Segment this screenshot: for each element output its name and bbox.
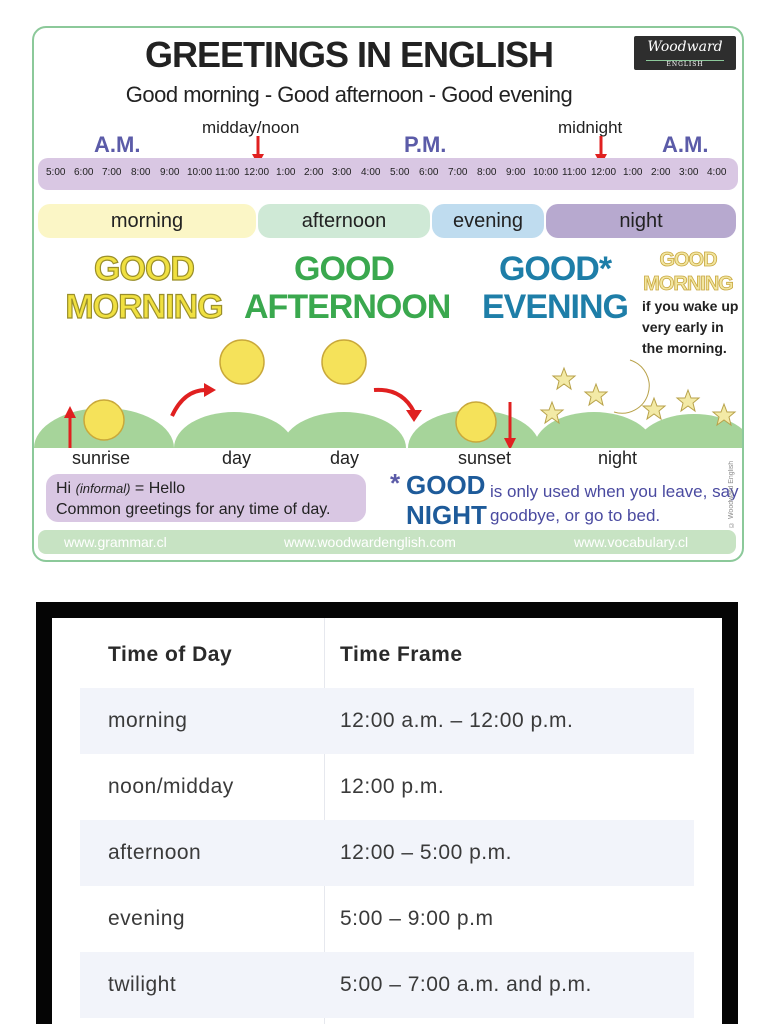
infographic-subtitle: Good morning - Good afternoon - Good evening [125,82,573,107]
table-row [80,952,694,1018]
row-time-of-day: twilight [108,973,177,996]
day-sun-left-icon [220,340,264,384]
period-morning: morning [38,204,256,238]
good-night-word2: NIGHT [406,500,487,530]
greeting-afternoon-line2: AFTERNOON [244,288,451,326]
row-time-frame: 12:00 p.m. [340,775,445,798]
table-row [80,754,694,820]
hour-tick: 12:00 [591,167,617,178]
greeting-evening-line2: EVENING [481,288,629,326]
logo-brand: Woodward [647,39,723,55]
hi-hello-box [46,474,366,522]
period-night: night [546,204,736,238]
greeting-morning-line2: MORNING [65,288,223,326]
table-header-row [80,622,694,688]
hour-tick: 11:00 [562,167,587,178]
header-time-of-day: Time of Day [108,643,233,666]
side-credit: © Woodward English [728,460,735,528]
period-afternoon: afternoon [258,204,430,238]
hour-tick: 3:00 [332,167,352,178]
infographic-title: GREETINGS IN ENGLISH [144,34,554,75]
hour-tick: 3:00 [679,167,699,178]
hour-tick: 2:00 [304,167,324,178]
hills [34,408,742,448]
hello-equals: = Hello [134,480,186,497]
hour-tick: 5:00 [390,167,410,178]
rising-arrow-icon [172,383,216,416]
table-row [80,886,694,952]
row-time-of-day: noon/midday [108,775,234,798]
row-time-of-day: afternoon [108,841,202,864]
hi-word: Hi [56,480,72,497]
hour-tick: 8:00 [131,167,151,178]
hour-tick: 8:00 [477,167,497,178]
greeting-evening [480,250,630,326]
hour-tick: 6:00 [419,167,439,178]
phase-night: night [598,448,638,468]
phase-sunset: sunset [458,448,512,468]
footer-link-grammar[interactable]: www.grammar.cl [64,534,167,550]
hour-tick: 6:00 [74,167,94,178]
day-cycle-scene [34,328,742,448]
header-time-frame: Time Frame [340,643,463,666]
informal-tag: (informal) [75,481,131,496]
hour-tick: 7:00 [448,167,468,178]
hour-tick: 2:00 [651,167,671,178]
footer-link-woodward[interactable]: www.woodwardenglish.com [284,534,456,550]
good-night-note: is only used when you leave, say goodbye, or go to bed. [490,482,739,525]
hour-tick: 10:00 [533,167,559,178]
midday-label: midday/noon [202,118,300,137]
setting-arrow-icon [374,390,422,422]
good-night-word1: GOOD [406,470,486,500]
table-screenshot-frame [36,602,738,1024]
row-time-frame: 12:00 – 5:00 p.m. [340,841,512,864]
greeting-morning-line1: GOOD [94,250,194,288]
am-label-left: A.M. [94,132,141,157]
row-time-frame: 5:00 – 7:00 a.m. and p.m. [340,973,592,996]
hour-tick: 7:00 [102,167,122,178]
hour-tick: 1:00 [623,167,643,178]
footer-bar [38,530,736,554]
good-night-asterisk: * [390,468,401,498]
greeting-early-line1: GOOD [659,249,717,271]
phase-sunrise: sunrise [72,448,131,468]
greeting-afternoon-line1: GOOD [294,250,394,288]
time-of-day-table [52,618,722,1024]
hour-tick: 12:00 [244,167,270,178]
sunset-sun-icon [456,402,496,442]
greeting-evening-line1: GOOD* [498,250,612,288]
early-morning-note: if you wake up very early in the morning. [642,298,739,356]
period-evening: evening [432,204,544,238]
sunrise-sun-icon [84,400,124,440]
row-time-frame: 5:00 – 9:00 p.m [340,907,494,930]
greetings-infographic [32,26,744,562]
day-sun-right-icon [322,340,366,384]
hour-tick: 9:00 [160,167,180,178]
greeting-early-line2: MORNING [643,273,733,295]
row-time-of-day: evening [108,907,186,930]
greeting-early-morning [638,248,738,296]
hour-tick: 4:00 [707,167,727,178]
pm-label: P.M. [404,132,447,157]
greeting-morning [64,250,224,326]
moon-icon [614,360,649,413]
phase-day-1: day [222,448,252,468]
footer-link-vocabulary[interactable]: www.vocabulary.cl [574,534,689,550]
table-row [80,688,694,754]
hour-tick: 10:00 [187,167,213,178]
common-greetings-line: Common greetings for any time of day. [56,501,331,518]
greeting-afternoon [244,250,451,326]
midnight-label: midnight [558,118,623,137]
phase-day-2: day [330,448,360,468]
row-time-frame: 12:00 a.m. – 12:00 p.m. [340,709,574,732]
logo-tag: ENGLISH [646,60,724,69]
row-time-of-day: morning [108,709,188,732]
hi-line [56,478,356,499]
woodward-logo [634,36,736,70]
hour-tick: 4:00 [361,167,381,178]
hour-tick: 1:00 [276,167,296,178]
hour-tick: 5:00 [46,167,66,178]
hour-tick: 9:00 [506,167,526,178]
hours-timeline [38,158,738,190]
table-row [80,820,694,886]
hour-tick: 11:00 [215,167,240,178]
am-label-right: A.M. [662,132,709,157]
